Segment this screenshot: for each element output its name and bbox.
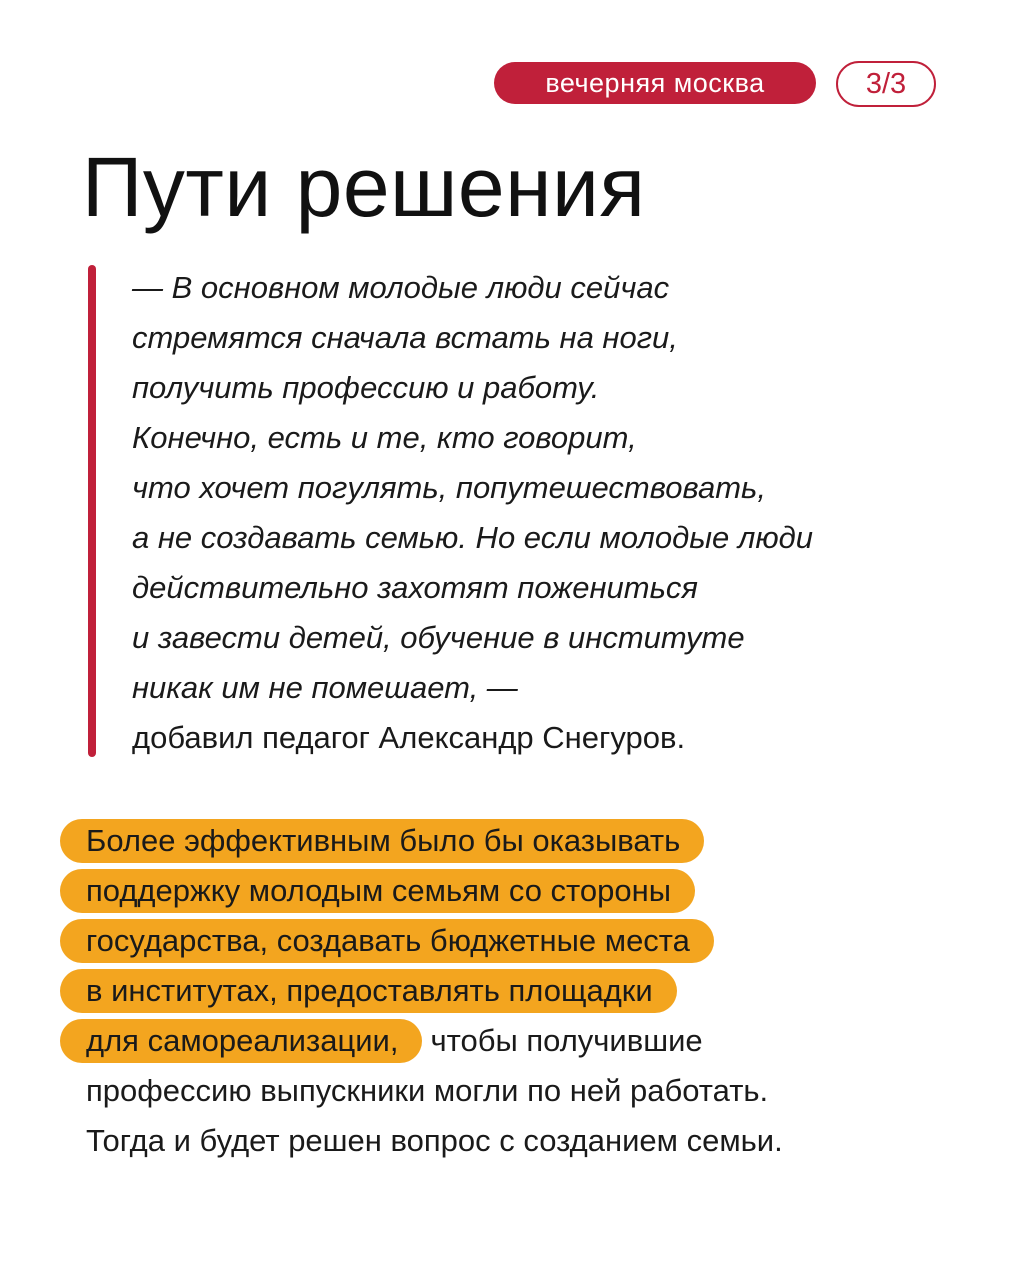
quote-line: а не создавать семью. Но если молодые люди xyxy=(132,520,814,555)
quote-line: никак им не помешает, — xyxy=(132,670,518,705)
body-line: профессию выпускники могли по ней работать. xyxy=(86,1072,769,1108)
quote-line: и завести детей, обучение в институте xyxy=(132,620,745,655)
quote-block xyxy=(132,263,992,763)
highlighted-line: в институтах, предоставлять площадки xyxy=(60,969,677,1013)
quote-line: Конечно, есть и те, кто говорит, xyxy=(132,420,637,455)
quote-accent-bar xyxy=(88,265,96,757)
highlighted-line: государства, создавать бюджетные места xyxy=(60,919,714,963)
brand-badge: вечерняя москва xyxy=(494,62,816,104)
page-title: Пути решения xyxy=(82,140,646,234)
quote-line: стремятся сначала встать на ноги, xyxy=(132,320,678,355)
body-text-fragment: чтобы получившие xyxy=(430,1022,703,1058)
quote-line: действительно захотят пожениться xyxy=(132,570,698,605)
quote-line: что хочет погулять, попутешествовать, xyxy=(132,470,766,505)
quote-line: получить профессию и работу. xyxy=(132,370,600,405)
body-line: Тогда и будет решен вопрос с созданием семьи. xyxy=(86,1122,783,1158)
highlighted-line: Более эффективным было бы оказывать xyxy=(60,819,704,863)
page-counter-badge: 3/3 xyxy=(836,61,936,107)
quote-line: — В основном молодые люди сейчас xyxy=(132,270,670,305)
highlighted-line: для самореализации, xyxy=(60,1019,422,1063)
highlighted-line: поддержку молодым семьям со стороны xyxy=(60,869,695,913)
body-text xyxy=(60,814,1000,1164)
quote-attribution: добавил педагог Александр Снегуров. xyxy=(132,720,686,755)
